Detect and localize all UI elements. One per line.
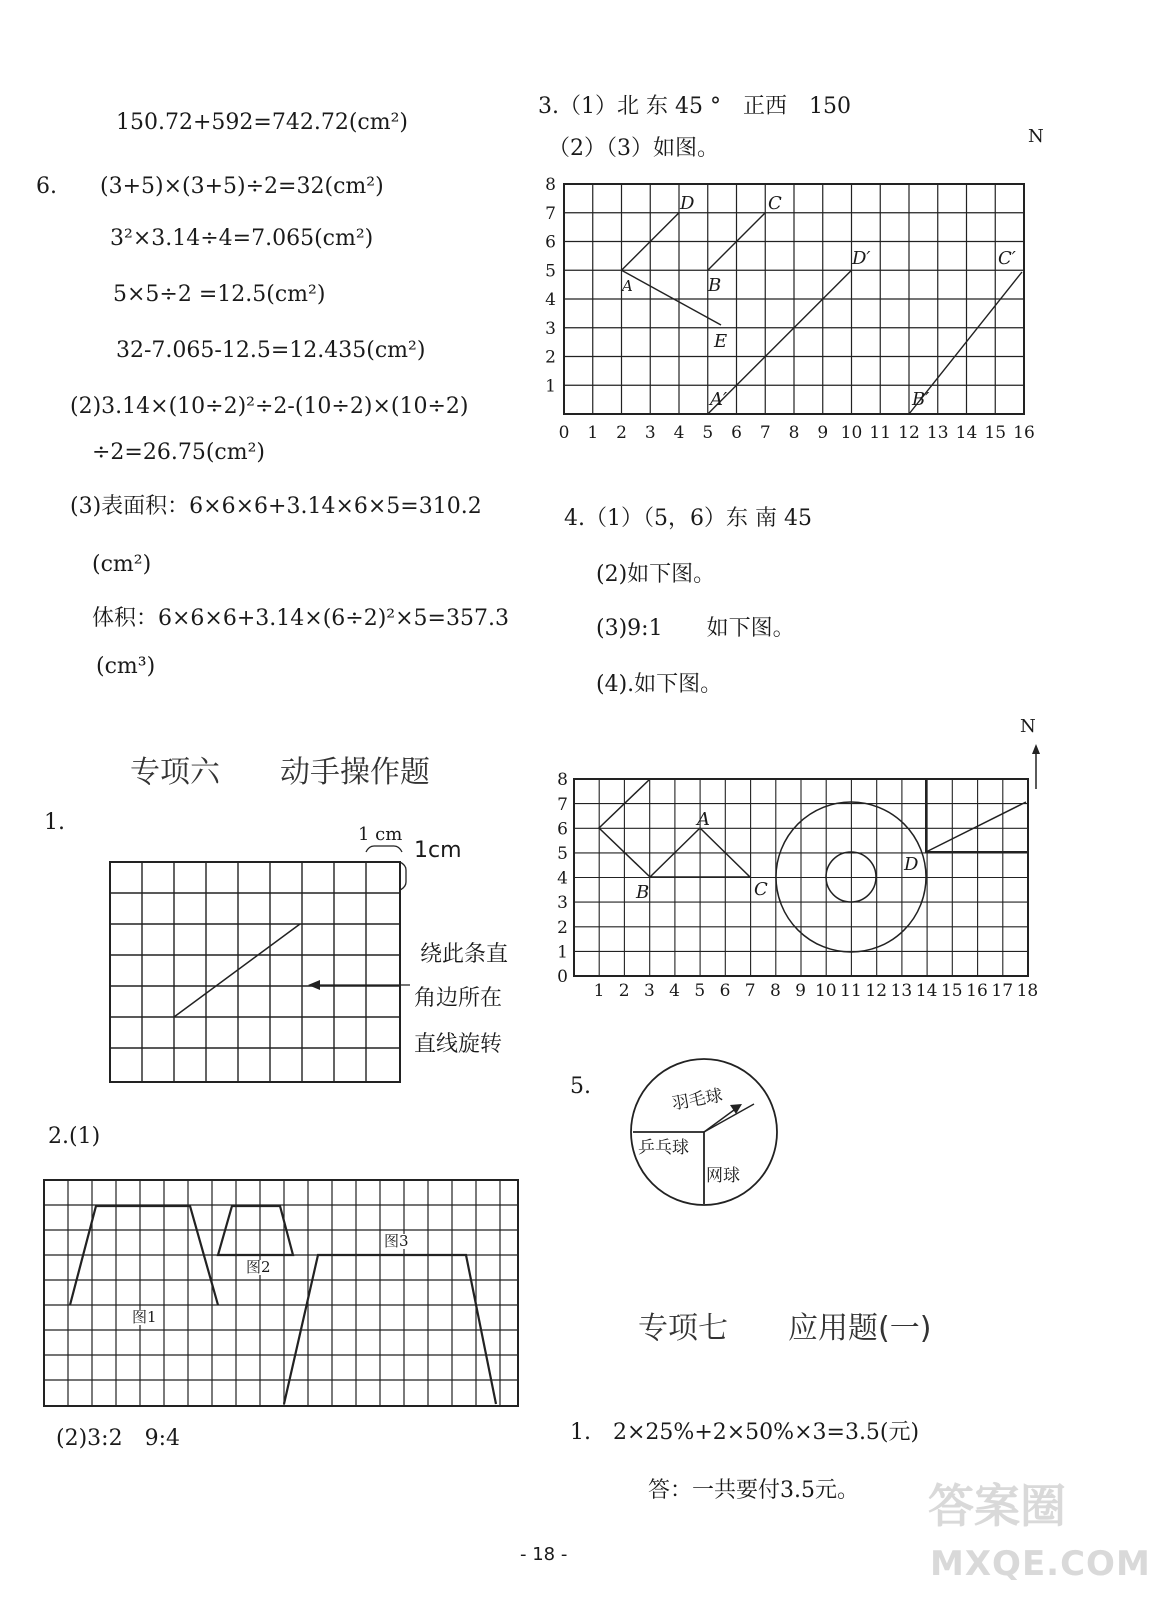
pie-label-table-tennis: 乒乓球 <box>638 1138 689 1158</box>
question-number: 2.(1) <box>48 1124 101 1149</box>
calc-line: (cm²) <box>92 552 152 577</box>
x-tick-label: 14 <box>955 423 978 443</box>
pie-label-tennis: 网球 <box>706 1166 740 1186</box>
x-tick-label: 5 <box>694 981 706 1001</box>
x-tick-label: 13 <box>890 981 913 1001</box>
x-tick-label: 13 <box>926 423 949 443</box>
calc-line: 150.72+592=742.72(cm²) <box>116 110 408 135</box>
calc-line: (2)3.14×(10÷2)²÷2-(10÷2)×(10÷2) <box>70 394 469 419</box>
y-tick-label: 4 <box>545 290 556 310</box>
x-tick-label: 8 <box>788 423 800 443</box>
unit-label-big: 1cm <box>414 838 462 863</box>
x-tick-label: 8 <box>769 981 781 1001</box>
q4-answer: (3)9:1 如下图。 <box>596 616 795 641</box>
x-tick-label: 4 <box>669 981 681 1001</box>
rotation-note: 角边所在 <box>414 986 503 1011</box>
calc-line: 体积：6×6×6+3.14×(6÷2)²×5=357.3 <box>92 606 509 631</box>
y-tick-label: 5 <box>557 844 568 864</box>
question-number: 5. <box>570 1074 591 1099</box>
application-answer: 答：一共要付3.5元。 <box>648 1478 859 1503</box>
pie-label-badminton: 羽毛球 <box>670 1085 725 1115</box>
north-label: N <box>1028 126 1044 147</box>
point-label-A: A <box>697 809 710 830</box>
x-tick-label: 2 <box>616 423 627 443</box>
x-tick-label: 18 <box>1016 981 1039 1001</box>
y-tick-label: 4 <box>557 868 568 889</box>
x-tick-label: 3 <box>644 423 656 443</box>
point-label-B-prime: B′ <box>912 389 930 410</box>
y-tick-label: 8 <box>557 770 568 791</box>
point-label-C: C <box>754 879 768 900</box>
point-label-D: D <box>680 193 695 214</box>
calc-line: 3²×3.14÷4=7.065(cm²) <box>110 226 374 251</box>
y-tick-label: 5 <box>545 261 556 282</box>
watermark-url: MXQE.COM <box>930 1544 1151 1584</box>
y-tick-label: 7 <box>545 203 556 224</box>
point-label-E: E <box>714 331 728 352</box>
q4-answer: (2)如下图。 <box>596 562 716 587</box>
x-tick-label: 1 <box>593 981 605 1001</box>
y-tick-label: 7 <box>557 794 568 815</box>
x-tick-label: 2 <box>618 981 630 1001</box>
y-tick-label: 6 <box>545 232 556 253</box>
calc-line: 5×5÷2 =12.5(cm²) <box>113 282 326 307</box>
y-tick-label: 2 <box>557 917 568 938</box>
y-tick-label: 6 <box>557 819 568 840</box>
rotation-note: 直线旋转 <box>414 1032 503 1057</box>
point-label-B: B <box>636 882 650 903</box>
point-label-C: C <box>768 193 782 214</box>
calc-line: (cm³) <box>96 654 156 679</box>
x-tick-label: 10 <box>840 423 863 443</box>
x-tick-label: 9 <box>817 423 829 443</box>
q3-answer: 3.（1）北 东 45 ° 正西 150 <box>538 94 851 119</box>
y-tick-label: 3 <box>545 318 556 339</box>
y-tick-label: 8 <box>545 175 556 195</box>
y-tick-label: 3 <box>557 893 568 914</box>
q4-answer: 4.（1）（5，6）东 南 45 <box>564 506 812 531</box>
x-tick-label: 4 <box>673 423 685 443</box>
question-number: 1. <box>44 810 65 835</box>
y-tick-label: 2 <box>545 347 556 368</box>
x-tick-label: 15 <box>984 423 1007 443</box>
ratio-answer: (2)3:2 9:4 <box>56 1426 180 1451</box>
section-six-title: 专项六 动手操作题 <box>130 755 430 790</box>
x-tick-label: 6 <box>719 981 731 1001</box>
point-label-A: A <box>622 277 633 295</box>
application-calc: 1. 2×25%+2×50%×3=3.5(元) <box>570 1420 920 1445</box>
x-tick-label: 6 <box>731 423 742 443</box>
section-seven-title: 专项七 应用题(一) <box>638 1311 932 1346</box>
question-number: 6. <box>36 174 57 199</box>
x-tick-label: 14 <box>915 981 938 1001</box>
north-label: N <box>1020 716 1036 737</box>
calc-line: (3+5)×(3+5)÷2=32(cm²) <box>100 174 384 199</box>
x-tick-label: 16 <box>1013 423 1035 443</box>
y-tick-label: 1 <box>545 376 556 397</box>
fig3-label: 图3 <box>384 1232 409 1250</box>
x-tick-label: 7 <box>744 981 756 1001</box>
page-number: - 18 - <box>520 1544 568 1565</box>
fig1-label: 图1 <box>132 1308 157 1326</box>
x-tick-label: 11 <box>869 423 892 443</box>
point-label-C-prime: C′ <box>998 248 1016 269</box>
point-label-B: B <box>708 275 722 296</box>
calc-line: ÷2=26.75(cm²) <box>92 440 266 465</box>
q3-answer: （2）（3）如图。 <box>548 136 719 161</box>
x-tick-label: 5 <box>702 423 714 443</box>
point-label-D: D <box>904 854 919 875</box>
rotation-note: 绕此条直 <box>420 942 509 967</box>
x-tick-label: 0 <box>558 423 570 443</box>
point-label-A-prime: A′ <box>710 389 728 410</box>
watermark-logo: 答案圈 <box>928 1479 1066 1533</box>
x-tick-label: 16 <box>966 981 988 1001</box>
x-tick-label: 11 <box>840 981 862 1001</box>
x-tick-label: 7 <box>759 423 771 443</box>
x-tick-label: 12 <box>898 423 920 443</box>
point-label-D-prime: D′ <box>852 248 871 269</box>
calc-line: 32-7.065-12.5=12.435(cm²) <box>116 338 426 363</box>
x-tick-label: 9 <box>795 981 807 1001</box>
unit-label: 1 cm <box>358 824 403 845</box>
y-tick-label: 1 <box>557 942 568 963</box>
x-tick-label: 1 <box>587 423 599 443</box>
fig2-label: 图2 <box>246 1258 271 1276</box>
x-tick-label: 15 <box>940 981 963 1001</box>
x-tick-label: 12 <box>865 981 888 1001</box>
x-tick-label: 3 <box>643 981 655 1001</box>
x-tick-label: 10 <box>814 981 837 1001</box>
calc-line: (3)表面积：6×6×6+3.14×6×5=310.2 <box>70 494 482 519</box>
q4-answer: (4).如下图。 <box>596 672 723 697</box>
x-tick-label: 17 <box>991 981 1014 1001</box>
y-tick-label: 0 <box>557 967 568 987</box>
